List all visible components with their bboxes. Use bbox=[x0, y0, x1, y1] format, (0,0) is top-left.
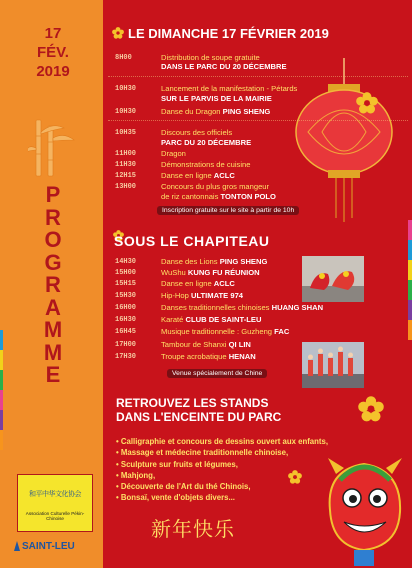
date-month: FÉV. bbox=[37, 44, 69, 61]
schedule-event: Tambour de Shanxi QI LIN bbox=[161, 340, 251, 349]
list-item: • Sculpture sur fruits et légumes, bbox=[116, 459, 238, 469]
lantern-icon bbox=[292, 58, 396, 224]
vertical-letter: O bbox=[44, 227, 62, 252]
schedule-event: Distribution de soupe gratuite bbox=[161, 53, 260, 62]
schedule-time: 17H30 bbox=[115, 353, 137, 361]
schedule-event: Karaté CLUB DE SAINT-LEU bbox=[161, 315, 262, 324]
schedule-time: 12H15 bbox=[115, 172, 137, 180]
new-year-greeting: 新年快乐 bbox=[151, 517, 235, 541]
divider bbox=[108, 76, 408, 77]
schedule-event: de riz cantonnais TONTON POLO bbox=[161, 192, 276, 201]
blossom-icon bbox=[358, 396, 384, 422]
vertical-letter: M bbox=[43, 317, 63, 342]
list-item: • Calligraphie et concours de dessins ouvert aux enfants, bbox=[116, 437, 329, 446]
programme-vertical-title bbox=[40, 184, 66, 387]
schedule-time: 15H15 bbox=[115, 280, 137, 288]
schedule-time: 10H30 bbox=[115, 85, 137, 93]
schedule-time: 17H00 bbox=[115, 341, 137, 349]
color-ribbon-left bbox=[0, 330, 3, 450]
sidebar-panel bbox=[0, 0, 103, 568]
stands-list bbox=[116, 436, 328, 504]
schedule-event: Concours du plus gros mangeur bbox=[161, 182, 270, 191]
schedule-event: Danse des Lions PING SHENG bbox=[161, 257, 268, 266]
lion-head-illustration bbox=[320, 450, 408, 566]
list-item: • Massage et médecine traditionnelle chinoise, bbox=[116, 448, 289, 458]
bamboo-icon bbox=[28, 118, 78, 178]
list-item: • Découverte de l'Art du thé Chinois, bbox=[116, 482, 251, 492]
date-day: 17 bbox=[44, 25, 62, 42]
color-ribbon-right bbox=[408, 220, 412, 340]
schedule-event: Danses traditionnelles chinoises HUANG SHAN bbox=[161, 303, 324, 312]
event-date bbox=[18, 24, 88, 81]
schedule-event: Danse en ligne ACLC bbox=[161, 279, 235, 288]
schedule-event: Démonstrations de cuisine bbox=[161, 160, 251, 169]
schedule-time: 15H00 bbox=[115, 269, 137, 277]
association-logo bbox=[17, 474, 93, 532]
schedule-event: WuShu KUNG FU RÉUNION bbox=[161, 268, 260, 277]
divider bbox=[108, 120, 408, 121]
list-item: • Mahjong, bbox=[116, 470, 156, 480]
stands-title-line2: DANS L'ENCEINTE DU PARC bbox=[116, 410, 282, 424]
schedule-time: 15H30 bbox=[115, 292, 137, 300]
list-item: • Bonsaï, vente d'objets divers... bbox=[116, 493, 235, 503]
association-name-fr: Association Culturelle Pékin-Chinoise bbox=[25, 511, 85, 521]
stands-title-line1: RETROUVEZ LES STANDS bbox=[116, 396, 269, 410]
schedule-time: 16H45 bbox=[115, 328, 137, 336]
schedule-time: 16H00 bbox=[115, 304, 137, 312]
schedule-time: 14H30 bbox=[115, 258, 137, 266]
blossom-icon bbox=[356, 92, 378, 114]
lion-dance-photo bbox=[302, 256, 364, 302]
schedule-event: Lancement de la manifestation - Pétards bbox=[161, 84, 298, 93]
vertical-letter: E bbox=[45, 362, 61, 387]
schedule-location: DANS LE PARC DU 20 DÉCEMBRE bbox=[161, 62, 287, 71]
registration-note: Inscription gratuite sur le site à partir de 10h bbox=[157, 206, 299, 215]
schedule-time: 16H30 bbox=[115, 316, 137, 324]
association-name-cn: 和平中华文化协会 bbox=[29, 491, 81, 498]
schedule-time: 10H35 bbox=[115, 129, 137, 137]
schedule-event: Danse en ligne ACLC bbox=[161, 171, 235, 180]
vertical-letter: R bbox=[45, 272, 61, 297]
vertical-letter: G bbox=[44, 249, 62, 275]
schedule-event: Musique traditionnelle : Guzheng FAC bbox=[161, 327, 290, 336]
schedule-time: 10H30 bbox=[115, 108, 137, 116]
schedule-event: Dragon bbox=[161, 149, 186, 158]
vertical-letter: P bbox=[45, 182, 61, 207]
schedule-event: Discours des officiels bbox=[161, 128, 233, 137]
page-title: LE DIMANCHE 17 FÉVRIER 2019 bbox=[128, 26, 329, 41]
acrobat-troupe-photo bbox=[302, 342, 364, 388]
schedule-time: 8H00 bbox=[115, 54, 132, 62]
saint-leu-logo-icon bbox=[13, 540, 21, 552]
schedule-time: 11H30 bbox=[115, 161, 137, 169]
sponsor-logo: SAINT-LEU bbox=[22, 541, 75, 552]
vertical-letter: R bbox=[45, 204, 61, 230]
schedule-event: Danse du Dragon PING SHENG bbox=[161, 107, 271, 116]
blossom-icon bbox=[112, 27, 124, 39]
schedule-event: Hip-Hop ULTIMATE 974 bbox=[161, 291, 244, 300]
troupe-note: Venue spécialement de Chine bbox=[167, 369, 267, 378]
vertical-letter: A bbox=[45, 294, 61, 320]
vertical-letter: M bbox=[43, 339, 63, 365]
schedule-location: SUR LE PARVIS DE LA MAIRIE bbox=[161, 94, 272, 103]
schedule-time: 13H00 bbox=[115, 183, 137, 191]
schedule-time: 11H00 bbox=[115, 150, 137, 158]
date-year: 2019 bbox=[36, 63, 70, 80]
section-title-chapiteau: SOUS LE CHAPITEAU bbox=[114, 233, 270, 249]
schedule-location: PARC DU 20 DÉCEMBRE bbox=[161, 138, 252, 147]
schedule-event: Troupe acrobatique HENAN bbox=[161, 352, 256, 361]
